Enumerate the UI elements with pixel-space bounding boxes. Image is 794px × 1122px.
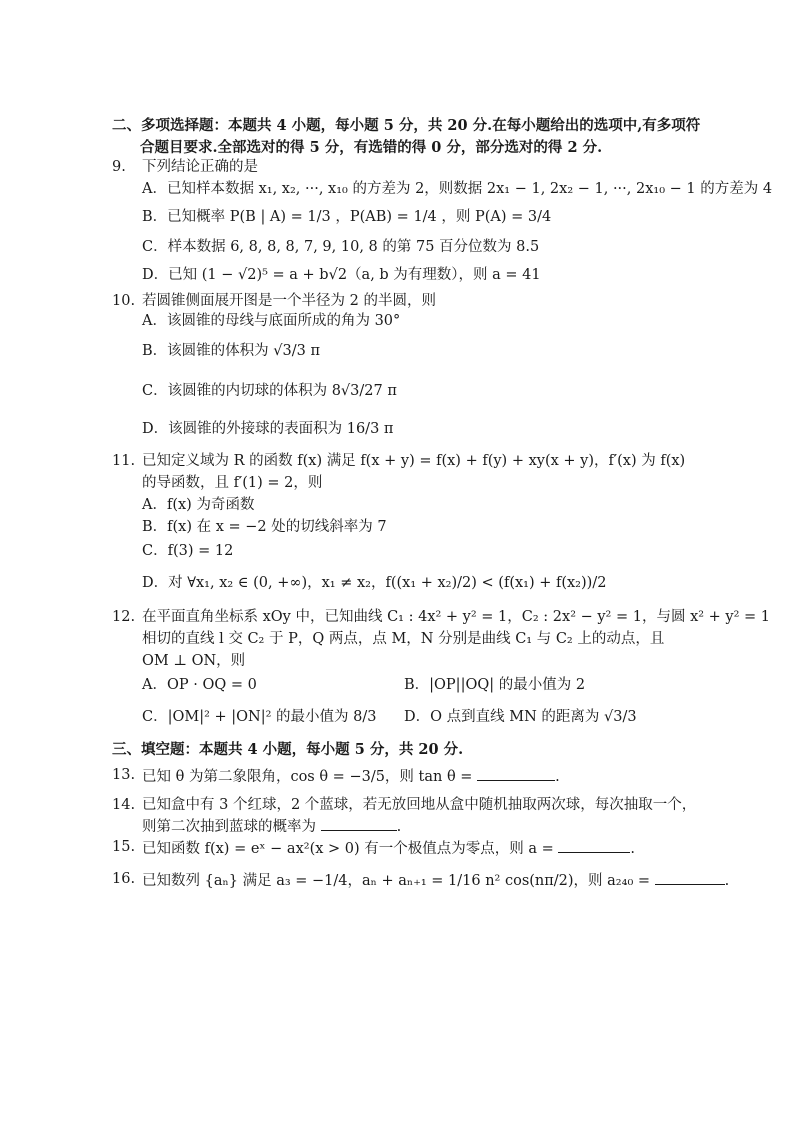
q14-end: . <box>396 819 402 835</box>
q13-row <box>142 766 560 788</box>
q11-stem-line1: 已知定义域为 R 的函数 f(x) 满足 f(x + y) = f(x) + f(y) + xy(x + y)，f′(x) 为 f(x) <box>142 453 686 469</box>
q9-stem: 下列结论正确的是 <box>142 159 258 175</box>
q12-stem-line3: OM ⊥ ON，则 <box>142 653 246 669</box>
section3-heading: 三、填空题：本题共 4 小题，每小题 5 分，共 20 分. <box>112 741 464 758</box>
q9-option-d: D．已知 (1 − √2)⁵ = a + b√2（a, b 为有理数），则 a = 41 <box>142 267 541 283</box>
q9-option-a: A．已知样本数据 x₁, x₂, ···, x₁₀ 的方差为 2，则数据 2x₁ − 1, 2x₂ − 1, ···, 2x₁₀ − 1 的方差为 4 <box>142 181 773 197</box>
q10-option-a: A．该圆锥的母线与底面所成的角为 30° <box>142 313 401 329</box>
q13-number: 13. <box>112 767 136 783</box>
q12-option-d: D．O 点到直线 MN 的距离为 √3/3 <box>404 709 637 725</box>
q11-number: 11. <box>112 453 136 469</box>
q13-answer-blank <box>477 766 555 781</box>
section2-heading-line2: 合题目要求.全部选对的得 5 分，有选错的得 0 分，部分选对的得 2 分. <box>140 139 603 156</box>
section2-heading-line1: 二、多项选择题：本题共 4 小题，每小题 5 分，共 20 分.在每小题给出的选项中,有多项符 <box>112 117 701 134</box>
q16-end: . <box>724 873 730 889</box>
q16-row <box>142 870 729 892</box>
q11-option-a: A．f(x) 为奇函数 <box>142 497 255 513</box>
q12-stem-line2: 相切的直线 l 交 C₂ 于 P，Q 两点，点 M，N 分别是曲线 C₁ 与 C₂ 上的动点，且 <box>142 631 665 647</box>
q10-option-d: D．该圆锥的外接球的表面积为 16/3 π <box>142 421 394 437</box>
q11-option-d: D．对 ∀x₁, x₂ ∈ (0, +∞)，x₁ ≠ x₂，f((x₁ + x₂)/2) < (f(x₁) + f(x₂))/2 <box>142 575 607 591</box>
q12-option-b: B．|OP||OQ| 的最小值为 2 <box>404 677 586 693</box>
q15-end: . <box>630 841 635 857</box>
q10-option-b: B．该圆锥的体积为 √3/3 π <box>142 343 320 359</box>
q15-row <box>142 838 635 860</box>
q12-stem-line1: 在平面直角坐标系 xOy 中，已知曲线 C₁ : 4x² + y² = 1，C₂ : 2x² − y² = 1，与圆 x² + y² = 1 <box>142 609 771 625</box>
q15-number: 15. <box>112 839 136 855</box>
q12-option-c: C．|OM|² + |ON|² 的最小值为 8/3 <box>142 709 377 725</box>
q9-number: 9. <box>112 159 126 175</box>
q11-option-c: C．f(3) = 12 <box>142 543 234 559</box>
q11-option-b: B．f(x) 在 x = −2 处的切线斜率为 7 <box>142 519 387 535</box>
q15-answer-blank <box>558 838 630 853</box>
q11-stem-line2: 的导函数，且 f′(1) = 2，则 <box>142 475 323 491</box>
q14-answer-blank <box>321 816 397 831</box>
q12-number: 12. <box>112 609 136 625</box>
q14-row <box>142 816 401 838</box>
q16-answer-blank <box>655 870 725 885</box>
q10-stem: 若圆锥侧面展开图是一个半径为 2 的半圆，则 <box>142 293 436 309</box>
q16-text: 已知数列 {aₙ} 满足 a₃ = −1/4，aₙ + aₙ₊₁ = 1/16 n² cos(nπ/2)，则 a₂₄₀ = <box>142 873 651 889</box>
q14-text-line1: 已知盒中有 3 个红球，2 个蓝球，若无放回地从盒中随机抽取两次球，每次抽取一个， <box>142 797 697 813</box>
q14-text-line2: 则第二次抽到蓝球的概率为 <box>142 819 316 835</box>
q16-number: 16. <box>112 871 136 887</box>
q15-text: 已知函数 f(x) = eˣ − ax²(x > 0) 有一个极值点为零点，则 a = <box>142 841 554 857</box>
q9-option-b: B．已知概率 P(B | A) = 1/3 ，P(AB) = 1/4 ，则 P(A) = 3/4 <box>142 209 552 225</box>
q10-number: 10. <box>112 293 136 309</box>
q10-option-c: C．该圆锥的内切球的体积为 8√3/27 π <box>142 383 397 399</box>
q13-end: . <box>555 769 560 785</box>
q9-option-c: C．样本数据 6, 8, 8, 8, 7, 9, 10, 8 的第 75 百分位数为 8.5 <box>142 239 540 255</box>
q13-text: 已知 θ 为第二象限角，cos θ = −3/5，则 tan θ = <box>142 769 473 785</box>
q12-option-a: A．OP · OQ = 0 <box>142 677 257 693</box>
q14-number: 14. <box>112 797 136 813</box>
